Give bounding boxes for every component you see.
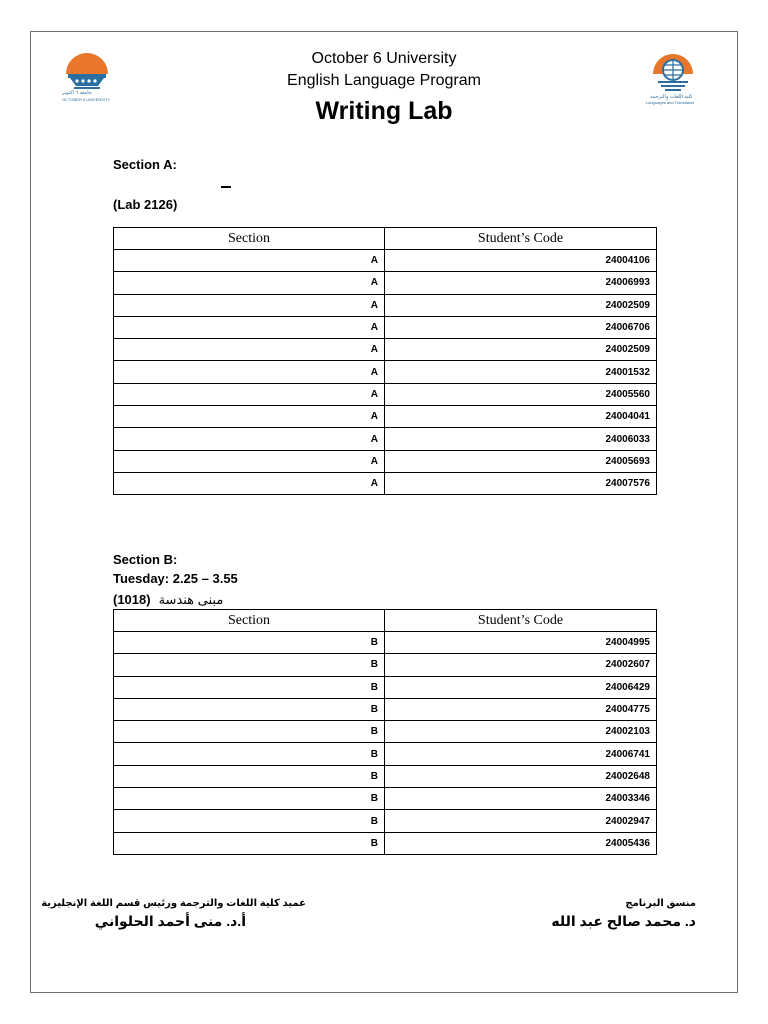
table-row <box>114 765 657 787</box>
table-row <box>114 406 657 428</box>
table-row <box>114 632 657 654</box>
student-code-cell: 24005560 <box>385 383 657 405</box>
student-code-cell: 24004995 <box>385 632 657 654</box>
section-cell: B <box>114 654 385 676</box>
section-a-table <box>113 227 657 495</box>
section-cell: B <box>114 765 385 787</box>
student-code-cell: 24002947 <box>385 810 657 832</box>
program-name: English Language Program <box>287 72 481 89</box>
section-cell: A <box>114 339 385 361</box>
coordinator-role: منسق البرنامج <box>625 898 696 909</box>
student-code-cell: 24007576 <box>385 472 657 494</box>
student-code-cell: 24004041 <box>385 406 657 428</box>
student-code-cell: 24006033 <box>385 428 657 450</box>
section-cell: B <box>114 810 385 832</box>
section-b-time: Tuesday: 2.25 – 3.55 <box>113 571 238 586</box>
section-cell: B <box>114 698 385 720</box>
section-cell: A <box>114 294 385 316</box>
table-row <box>114 428 657 450</box>
section-b-heading: Section B: <box>113 552 178 567</box>
coordinator-signature <box>551 898 696 930</box>
table-header-row <box>114 228 657 250</box>
student-code-cell: 24004106 <box>385 250 657 272</box>
university-logo-caption-ar: جامعة ٦ أكتوبر <box>62 90 92 96</box>
student-code-cell: 24005693 <box>385 450 657 472</box>
section-cell: B <box>114 743 385 765</box>
table-row <box>114 472 657 494</box>
table-row <box>114 654 657 676</box>
section-cell: B <box>114 788 385 810</box>
student-code-cell: 24006429 <box>385 676 657 698</box>
table-row <box>114 698 657 720</box>
section-b-room-number: (1018) <box>113 592 151 607</box>
section-cell: A <box>114 383 385 405</box>
section-cell: B <box>114 676 385 698</box>
student-code-cell: 24002509 <box>385 294 657 316</box>
table-row <box>114 810 657 832</box>
student-code-cell: 24004775 <box>385 698 657 720</box>
table-row <box>114 361 657 383</box>
dash-mark <box>221 186 231 188</box>
table-row <box>114 676 657 698</box>
column-header-section: Section <box>114 228 385 250</box>
student-code-cell: 24002509 <box>385 339 657 361</box>
table-row <box>114 339 657 361</box>
document-header <box>234 48 534 128</box>
section-cell: A <box>114 250 385 272</box>
faculty-logo-caption-en: Languages and Translation <box>646 100 695 105</box>
document-title: Writing Lab <box>315 97 453 125</box>
table-row <box>114 788 657 810</box>
section-cell: A <box>114 272 385 294</box>
student-code-cell: 24002648 <box>385 765 657 787</box>
dean-name: أ.د. منى أحمد الحلواني <box>94 913 246 929</box>
table-row <box>114 272 657 294</box>
dean-role: عميد كلية اللغات والترجمة ورئيس قسم اللغة الإنجليزية <box>41 898 306 909</box>
section-cell: B <box>114 721 385 743</box>
section-cell: A <box>114 316 385 338</box>
student-code-cell: 24006741 <box>385 743 657 765</box>
section-a-room: (Lab 2126) <box>113 197 178 212</box>
student-code-cell: 24002607 <box>385 654 657 676</box>
student-code-cell: 24006706 <box>385 316 657 338</box>
student-code-cell: 24002103 <box>385 721 657 743</box>
coordinator-name: د. محمد صالح عبد الله <box>551 913 696 929</box>
student-code-cell: 24003346 <box>385 788 657 810</box>
column-header-code: Student’s Code <box>385 610 657 632</box>
section-cell: B <box>114 632 385 654</box>
section-cell: B <box>114 832 385 854</box>
table-row <box>114 250 657 272</box>
university-logo-caption-en: OCTOBER 6 UNIVERSITY <box>62 97 111 102</box>
university-name: October 6 University <box>311 50 457 67</box>
table-header-row <box>114 610 657 632</box>
dean-signature <box>41 898 306 930</box>
section-cell: A <box>114 450 385 472</box>
section-cell: A <box>114 406 385 428</box>
column-header-code: Student’s Code <box>385 228 657 250</box>
table-row <box>114 383 657 405</box>
table-row <box>114 450 657 472</box>
table-row <box>114 721 657 743</box>
student-code-cell: 24001532 <box>385 361 657 383</box>
section-b-room <box>113 592 223 608</box>
student-code-cell: 24006993 <box>385 272 657 294</box>
column-header-section: Section <box>114 610 385 632</box>
section-cell: A <box>114 361 385 383</box>
section-cell: A <box>114 472 385 494</box>
section-b-room-building: مبنى هندسة <box>158 592 224 607</box>
section-cell: A <box>114 428 385 450</box>
section-b-table <box>113 609 657 855</box>
section-a-heading: Section A: <box>113 157 177 172</box>
table-row <box>114 316 657 338</box>
table-row <box>114 294 657 316</box>
table-row <box>114 832 657 854</box>
faculty-logo-caption-ar: كلية اللغات والترجمة <box>650 94 693 100</box>
table-row <box>114 743 657 765</box>
student-code-cell: 24005436 <box>385 832 657 854</box>
